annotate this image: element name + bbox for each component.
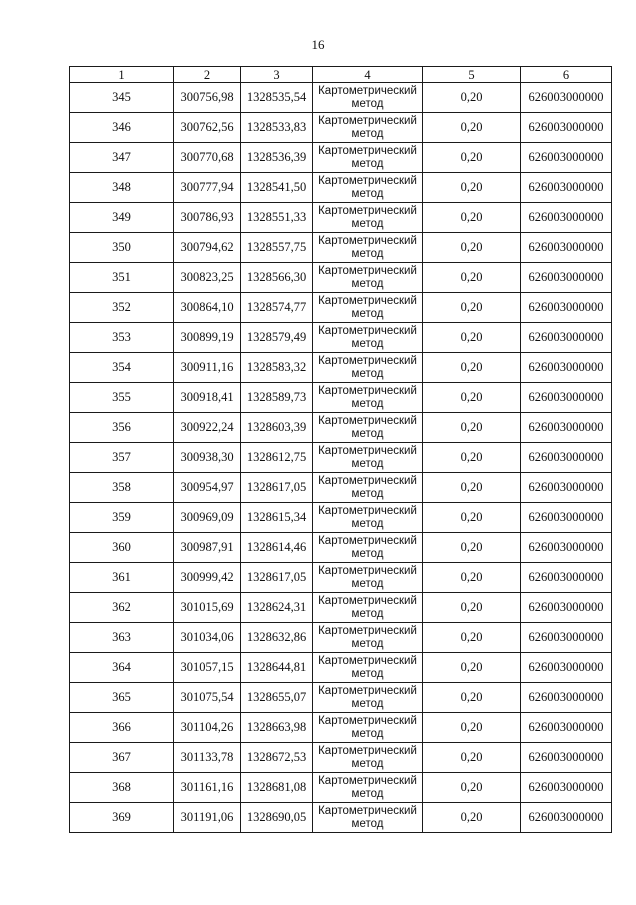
accuracy-cell: 0,20	[423, 323, 521, 353]
point-number-cell: 358	[70, 473, 174, 503]
point-number-cell: 348	[70, 173, 174, 203]
table-row	[70, 143, 612, 173]
table-row	[70, 443, 612, 473]
table-row	[70, 503, 612, 533]
method-cell: Картометрический метод	[313, 773, 423, 803]
table-row	[70, 293, 612, 323]
y-coordinate-cell: 1328655,07	[241, 683, 313, 713]
x-coordinate-cell: 300922,24	[174, 413, 241, 443]
y-coordinate-cell: 1328612,75	[241, 443, 313, 473]
cadastral-code-cell: 626003000000	[521, 323, 612, 353]
x-coordinate-cell: 300918,41	[174, 383, 241, 413]
table-row	[70, 263, 612, 293]
cadastral-code-cell: 626003000000	[521, 623, 612, 653]
x-coordinate-cell: 300987,91	[174, 533, 241, 563]
accuracy-cell: 0,20	[423, 743, 521, 773]
column-header-5: 5	[423, 67, 521, 83]
y-coordinate-cell: 1328536,39	[241, 143, 313, 173]
cadastral-code-cell: 626003000000	[521, 533, 612, 563]
table-row	[70, 203, 612, 233]
method-cell: Картометрический метод	[313, 143, 423, 173]
coordinates-table	[69, 66, 612, 833]
y-coordinate-cell: 1328690,05	[241, 803, 313, 833]
method-cell: Картометрический метод	[313, 623, 423, 653]
column-header-1: 1	[70, 67, 174, 83]
cadastral-code-cell: 626003000000	[521, 563, 612, 593]
x-coordinate-cell: 301057,15	[174, 653, 241, 683]
point-number-cell: 355	[70, 383, 174, 413]
y-coordinate-cell: 1328615,34	[241, 503, 313, 533]
cadastral-code-cell: 626003000000	[521, 203, 612, 233]
table-row	[70, 353, 612, 383]
x-coordinate-cell: 301133,78	[174, 743, 241, 773]
x-coordinate-cell: 300954,97	[174, 473, 241, 503]
x-coordinate-cell: 300911,16	[174, 353, 241, 383]
method-cell: Картометрический метод	[313, 293, 423, 323]
accuracy-cell: 0,20	[423, 173, 521, 203]
x-coordinate-cell: 300794,62	[174, 233, 241, 263]
y-coordinate-cell: 1328632,86	[241, 623, 313, 653]
y-coordinate-cell: 1328672,53	[241, 743, 313, 773]
table-row	[70, 323, 612, 353]
accuracy-cell: 0,20	[423, 533, 521, 563]
x-coordinate-cell: 300756,98	[174, 83, 241, 113]
x-coordinate-cell: 300823,25	[174, 263, 241, 293]
point-number-cell: 354	[70, 353, 174, 383]
method-cell: Картометрический метод	[313, 353, 423, 383]
table-row	[70, 533, 612, 563]
y-coordinate-cell: 1328624,31	[241, 593, 313, 623]
y-coordinate-cell: 1328603,39	[241, 413, 313, 443]
accuracy-cell: 0,20	[423, 83, 521, 113]
y-coordinate-cell: 1328579,49	[241, 323, 313, 353]
point-number-cell: 366	[70, 713, 174, 743]
y-coordinate-cell: 1328617,05	[241, 563, 313, 593]
method-cell: Картометрический метод	[313, 263, 423, 293]
method-cell: Картометрический метод	[313, 713, 423, 743]
cadastral-code-cell: 626003000000	[521, 473, 612, 503]
x-coordinate-cell: 300786,93	[174, 203, 241, 233]
cadastral-code-cell: 626003000000	[521, 743, 612, 773]
x-coordinate-cell: 301104,26	[174, 713, 241, 743]
point-number-cell: 351	[70, 263, 174, 293]
table-row	[70, 233, 612, 263]
x-coordinate-cell: 300864,10	[174, 293, 241, 323]
point-number-cell: 353	[70, 323, 174, 353]
y-coordinate-cell: 1328541,50	[241, 173, 313, 203]
method-cell: Картометрический метод	[313, 683, 423, 713]
cadastral-code-cell: 626003000000	[521, 653, 612, 683]
cadastral-code-cell: 626003000000	[521, 803, 612, 833]
method-cell: Картометрический метод	[313, 233, 423, 263]
point-number-cell: 359	[70, 503, 174, 533]
accuracy-cell: 0,20	[423, 803, 521, 833]
table-row	[70, 593, 612, 623]
cadastral-code-cell: 626003000000	[521, 83, 612, 113]
accuracy-cell: 0,20	[423, 713, 521, 743]
point-number-cell: 365	[70, 683, 174, 713]
x-coordinate-cell: 300969,09	[174, 503, 241, 533]
x-coordinate-cell: 301075,54	[174, 683, 241, 713]
table-row	[70, 173, 612, 203]
accuracy-cell: 0,20	[423, 203, 521, 233]
accuracy-cell: 0,20	[423, 113, 521, 143]
accuracy-cell: 0,20	[423, 443, 521, 473]
table-row	[70, 683, 612, 713]
column-header-2: 2	[174, 67, 241, 83]
table-row	[70, 773, 612, 803]
cadastral-code-cell: 626003000000	[521, 113, 612, 143]
table-row	[70, 83, 612, 113]
accuracy-cell: 0,20	[423, 383, 521, 413]
page-number: 16	[311, 37, 325, 52]
accuracy-cell: 0,20	[423, 413, 521, 443]
table-row	[70, 473, 612, 503]
method-cell: Картометрический метод	[313, 473, 423, 503]
point-number-cell: 369	[70, 803, 174, 833]
method-cell: Картометрический метод	[313, 383, 423, 413]
table-row	[70, 713, 612, 743]
y-coordinate-cell: 1328589,73	[241, 383, 313, 413]
cadastral-code-cell: 626003000000	[521, 293, 612, 323]
y-coordinate-cell: 1328614,46	[241, 533, 313, 563]
y-coordinate-cell: 1328644,81	[241, 653, 313, 683]
cadastral-code-cell: 626003000000	[521, 773, 612, 803]
point-number-cell: 364	[70, 653, 174, 683]
y-coordinate-cell: 1328574,77	[241, 293, 313, 323]
x-coordinate-cell: 301015,69	[174, 593, 241, 623]
point-number-cell: 349	[70, 203, 174, 233]
cadastral-code-cell: 626003000000	[521, 503, 612, 533]
x-coordinate-cell: 300899,19	[174, 323, 241, 353]
accuracy-cell: 0,20	[423, 623, 521, 653]
table-body	[70, 83, 612, 833]
accuracy-cell: 0,20	[423, 263, 521, 293]
accuracy-cell: 0,20	[423, 233, 521, 263]
accuracy-cell: 0,20	[423, 773, 521, 803]
x-coordinate-cell: 300770,68	[174, 143, 241, 173]
cadastral-code-cell: 626003000000	[521, 383, 612, 413]
table-row	[70, 653, 612, 683]
y-coordinate-cell: 1328535,54	[241, 83, 313, 113]
cadastral-code-cell: 626003000000	[521, 353, 612, 383]
accuracy-cell: 0,20	[423, 683, 521, 713]
y-coordinate-cell: 1328557,75	[241, 233, 313, 263]
method-cell: Картометрический метод	[313, 743, 423, 773]
point-number-cell: 350	[70, 233, 174, 263]
point-number-cell: 367	[70, 743, 174, 773]
method-cell: Картометрический метод	[313, 413, 423, 443]
y-coordinate-cell: 1328551,33	[241, 203, 313, 233]
table-row	[70, 743, 612, 773]
x-coordinate-cell: 300762,56	[174, 113, 241, 143]
y-coordinate-cell: 1328681,08	[241, 773, 313, 803]
method-cell: Картометрический метод	[313, 503, 423, 533]
cadastral-code-cell: 626003000000	[521, 713, 612, 743]
cadastral-code-cell: 626003000000	[521, 593, 612, 623]
point-number-cell: 363	[70, 623, 174, 653]
method-cell: Картометрический метод	[313, 443, 423, 473]
method-cell: Картометрический метод	[313, 173, 423, 203]
cadastral-code-cell: 626003000000	[521, 413, 612, 443]
accuracy-cell: 0,20	[423, 503, 521, 533]
accuracy-cell: 0,20	[423, 143, 521, 173]
point-number-cell: 360	[70, 533, 174, 563]
accuracy-cell: 0,20	[423, 473, 521, 503]
accuracy-cell: 0,20	[423, 563, 521, 593]
point-number-cell: 368	[70, 773, 174, 803]
table-header	[70, 67, 612, 83]
table-row	[70, 113, 612, 143]
column-header-3: 3	[241, 67, 313, 83]
x-coordinate-cell: 301034,06	[174, 623, 241, 653]
y-coordinate-cell: 1328617,05	[241, 473, 313, 503]
cadastral-code-cell: 626003000000	[521, 443, 612, 473]
column-header-4: 4	[313, 67, 423, 83]
point-number-cell: 345	[70, 83, 174, 113]
y-coordinate-cell: 1328583,32	[241, 353, 313, 383]
method-cell: Картометрический метод	[313, 533, 423, 563]
x-coordinate-cell: 301191,06	[174, 803, 241, 833]
x-coordinate-cell: 301161,16	[174, 773, 241, 803]
x-coordinate-cell: 300938,30	[174, 443, 241, 473]
accuracy-cell: 0,20	[423, 293, 521, 323]
column-header-6: 6	[521, 67, 612, 83]
table-row	[70, 623, 612, 653]
cadastral-code-cell: 626003000000	[521, 233, 612, 263]
cadastral-code-cell: 626003000000	[521, 143, 612, 173]
method-cell: Картометрический метод	[313, 593, 423, 623]
table-row	[70, 563, 612, 593]
point-number-cell: 346	[70, 113, 174, 143]
method-cell: Картометрический метод	[313, 83, 423, 113]
method-cell: Картометрический метод	[313, 803, 423, 833]
point-number-cell: 356	[70, 413, 174, 443]
point-number-cell: 347	[70, 143, 174, 173]
point-number-cell: 357	[70, 443, 174, 473]
table-row	[70, 413, 612, 443]
accuracy-cell: 0,20	[423, 653, 521, 683]
accuracy-cell: 0,20	[423, 353, 521, 383]
y-coordinate-cell: 1328566,30	[241, 263, 313, 293]
method-cell: Картометрический метод	[313, 653, 423, 683]
point-number-cell: 352	[70, 293, 174, 323]
header-row	[70, 67, 612, 83]
point-number-cell: 362	[70, 593, 174, 623]
accuracy-cell: 0,20	[423, 593, 521, 623]
cadastral-code-cell: 626003000000	[521, 173, 612, 203]
x-coordinate-cell: 300777,94	[174, 173, 241, 203]
method-cell: Картометрический метод	[313, 203, 423, 233]
y-coordinate-cell: 1328663,98	[241, 713, 313, 743]
table-row	[70, 803, 612, 833]
method-cell: Картометрический метод	[313, 323, 423, 353]
y-coordinate-cell: 1328533,83	[241, 113, 313, 143]
method-cell: Картометрический метод	[313, 563, 423, 593]
table-row	[70, 383, 612, 413]
cadastral-code-cell: 626003000000	[521, 683, 612, 713]
cadastral-code-cell: 626003000000	[521, 263, 612, 293]
x-coordinate-cell: 300999,42	[174, 563, 241, 593]
point-number-cell: 361	[70, 563, 174, 593]
method-cell: Картометрический метод	[313, 113, 423, 143]
